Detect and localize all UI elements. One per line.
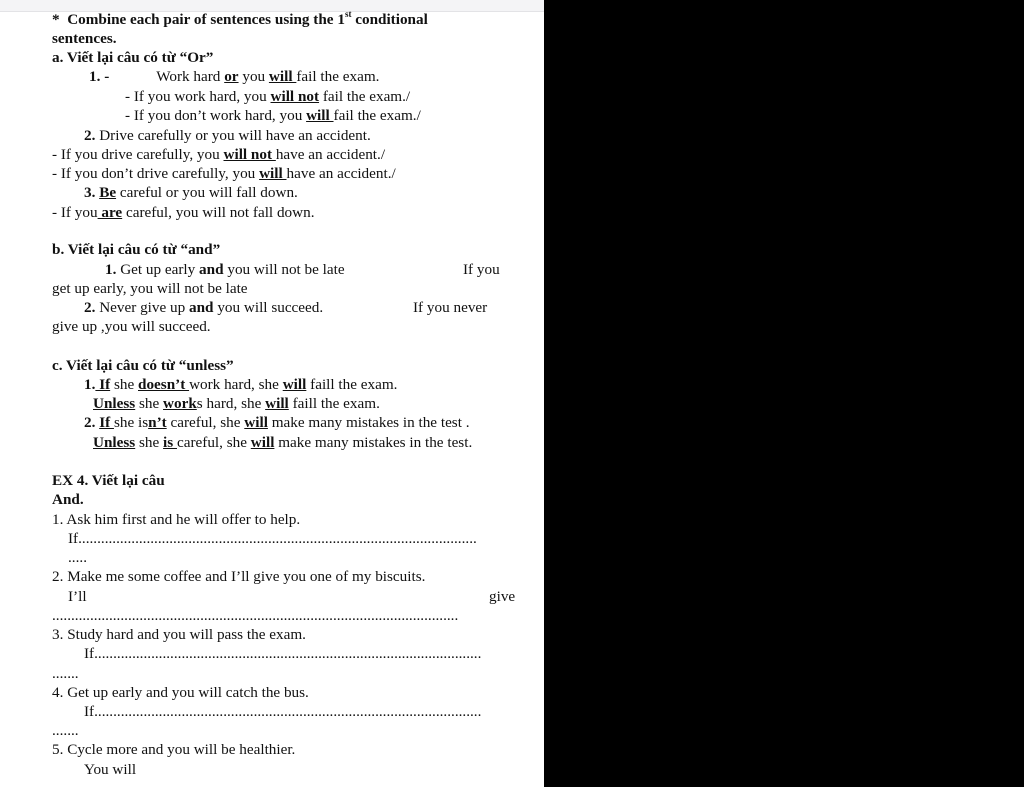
heading-text-post: conditional [351,11,428,28]
heading-line-1 [52,8,428,29]
section-b-title: b. Viết lại câu có từ “and” [52,241,221,258]
ex4-answer-line-5[interactable]: You will [84,761,137,778]
ex4-question-3: 3. Study hard and you will pass the exam. [52,626,306,643]
ex4-question-1: 1. Ask him first and he will offer to help. [52,511,301,528]
heading-text: Combine each pair of sentences using the 1 [67,11,345,28]
section-a-answer-2a: - If you drive carefully, you will not have an accident./ [52,146,386,163]
section-c-line-2: Unless she works hard, she will faill the exam. [93,395,380,412]
ex4-subtitle: And. [52,491,84,508]
section-a-answer-1a: - If you work hard, you will not fail the exam./ [125,88,411,105]
section-a-title: a. Viết lại câu có từ “Or” [52,49,214,66]
section-c-title: c. Viết lại câu có từ “unless” [52,357,234,374]
ex4-answer-line-1[interactable]: If......................................................................................................... [68,530,477,547]
ex4-answer-line-2-start[interactable]: I’ll [68,588,87,605]
section-a-answer-1b: - If you don’t work hard, you will fail the exam./ [125,107,421,124]
ex4-answer-line-3-cont: ....... [52,665,79,682]
section-a-item-3: 3. Be careful or you will fall down. [84,184,298,201]
heading-star: * [52,11,60,28]
ex4-question-2: 2. Make me some coffee and I’ll give you one of my biscuits. [52,568,426,585]
empty-viewer-area [544,0,1024,787]
ex4-answer-line-4[interactable]: If...................................................................................................... [84,703,482,720]
section-b-item-2: 2. Never give up and you will succeed. [84,299,324,316]
ex4-title: EX 4. Viết lại câu [52,472,165,489]
section-c-line-1: 1. If she doesn’t work hard, she will faill the exam. [84,376,398,393]
ex4-answer-line-4-cont: ....... [52,722,79,739]
ex4-question-5: 5. Cycle more and you will be healthier. [52,741,296,758]
section-c-line-3: 2. If she isn’t careful, she will make many mistakes in the test . [84,414,470,431]
section-c-line-4: Unless she is careful, she will make many mistakes in the test. [93,434,473,451]
ex4-answer-line-3[interactable]: If...................................................................................................... [84,645,482,662]
section-a-item-1: 1. - Work hard or you will fail the exam. [89,68,380,85]
section-a-item-2: 2. Drive carefully or you will have an accident. [84,127,371,144]
section-b-item-1-answer-cont: get up early, you will not be late [52,280,248,297]
section-b-item-2-answer-cont: give up ,you will succeed. [52,318,211,335]
ex4-answer-line-2-cont: ........................................................................................................... [52,607,459,624]
ex4-answer-line-2-end: give [489,588,516,605]
ex4-question-4: 4. Get up early and you will catch the bus. [52,684,309,701]
section-a-answer-3: - If you are careful, you will not fall down. [52,204,315,221]
section-a-answer-2b: - If you don’t drive carefully, you will have an accident./ [52,165,396,182]
section-b-item-1-answer-start: If you [463,261,500,278]
ex4-answer-line-1-cont: ..... [68,549,87,566]
section-b-item-1: 1. Get up early and you will not be late [105,261,345,278]
section-b-item-2-answer-start: If you never [413,299,488,316]
heading-line-2: sentences. [52,30,117,47]
heading-superscript: st [344,8,352,19]
